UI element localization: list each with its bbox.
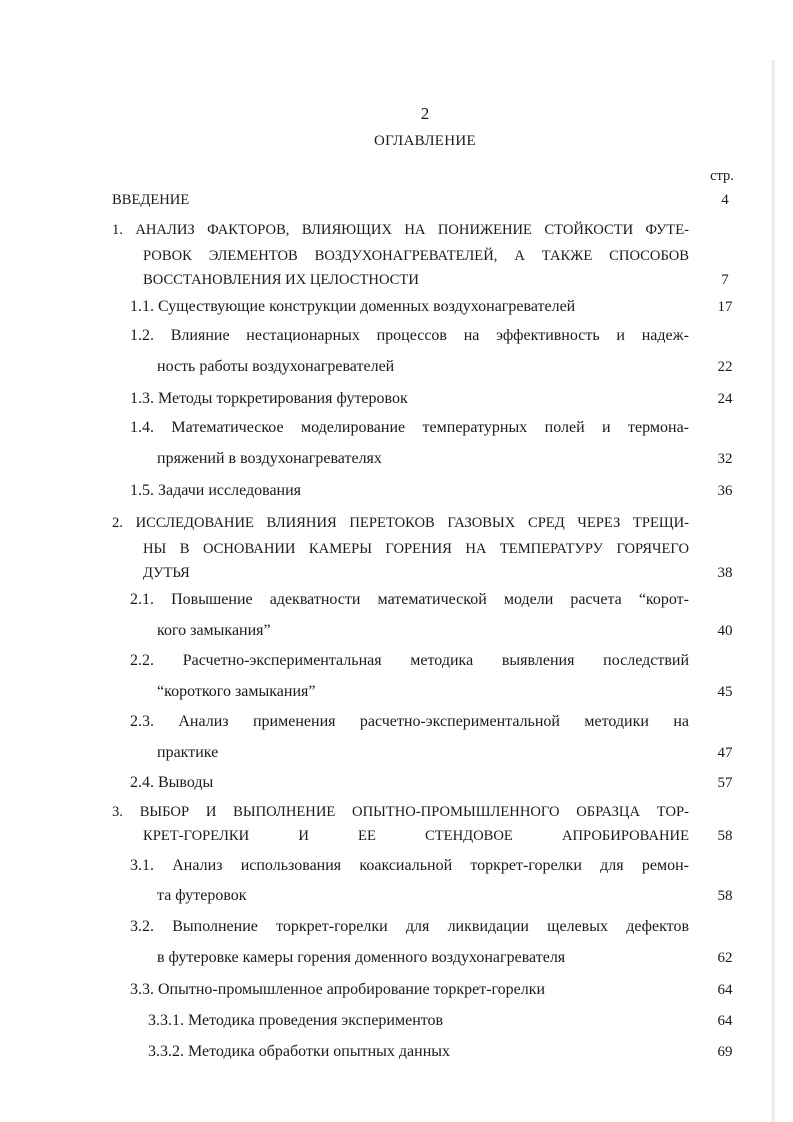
- toc-entry-title: 3.3.1. Методика проведения экспериментов: [148, 1012, 444, 1029]
- toc-entry-title: 1.4. Математическое моделирование температурных полей и термона-: [130, 419, 689, 436]
- toc-entry: [0, 620, 793, 642]
- toc-entry-title: та футеровок: [157, 887, 247, 904]
- toc-entry: [0, 711, 793, 733]
- toc-entry-title: ВВЕДЕНИЕ: [112, 192, 190, 208]
- toc-entry-page: 64: [717, 982, 733, 998]
- toc-entry-title: 1.5. Задачи исследования: [130, 482, 302, 499]
- toc-entry: [0, 947, 793, 969]
- toc-entry-title: 3.2. Выполнение торкрет-горелки для ликвидации щелевых дефектов: [130, 918, 689, 935]
- toc-entry: [0, 681, 793, 703]
- toc-entry-title: в футеровке камеры горения доменного воздухонагревателя: [157, 949, 566, 966]
- toc-entry-page: 7: [721, 272, 729, 288]
- toc-entry: [0, 825, 793, 847]
- toc-entry: [0, 245, 793, 267]
- toc-entry-title: ВОССТАНОВЛЕНИЯ ИХ ЦЕЛОСТНОСТИ: [143, 272, 419, 288]
- toc-entry-page: 58: [717, 828, 733, 844]
- toc-entry: [0, 1041, 793, 1063]
- toc-entry-title: 2.3. Анализ применения расчетно-экспериментальной методики на: [130, 713, 689, 730]
- toc-entry-title: 1.3. Методы торкретирования футеровок: [130, 390, 408, 407]
- toc-entry: [0, 885, 793, 907]
- toc-entry-page: 69: [717, 1044, 733, 1060]
- toc-entry-page: 47: [717, 745, 733, 761]
- toc-entry-page: 4: [721, 192, 729, 208]
- toc-entry: [0, 562, 793, 584]
- toc-entry: [0, 742, 793, 764]
- toc-entry-title: ность работы воздухонагревателей: [157, 358, 395, 375]
- toc-entry-title: пряжений в воздухонагревателях: [157, 450, 382, 467]
- toc-entry-title: 2.4. Выводы: [130, 774, 214, 791]
- toc-entry: [0, 325, 793, 347]
- toc-entry-title: 2. ИССЛЕДОВАНИЕ ВЛИЯНИЯ ПЕРЕТОКОВ ГАЗОВЫХ СРЕД ЧЕРЕЗ ТРЕЩИ-: [112, 515, 689, 531]
- toc-entry-page: 22: [717, 359, 733, 375]
- toc-entry-title: практике: [157, 744, 219, 761]
- toc-entry: [0, 772, 793, 794]
- toc-entry: [0, 480, 793, 502]
- toc-entry-title: 1. АНАЛИЗ ФАКТОРОВ, ВЛИЯЮЩИХ НА ПОНИЖЕНИЕ СТОЙКОСТИ ФУТЕ-: [112, 222, 689, 238]
- toc-entry: [0, 589, 793, 611]
- toc-entry-title: 1.1. Существующие конструкции доменных воздухонагревателей: [130, 298, 576, 315]
- toc-entry: [0, 269, 793, 291]
- toc-entry-page: 57: [717, 775, 733, 791]
- toc-entry-title: 3.3. Опытно-промышленное апробирование торкрет-горелки: [130, 981, 546, 998]
- toc-entry: [0, 855, 793, 877]
- toc-entry-page: 38: [717, 565, 733, 581]
- toc-entry: [0, 356, 793, 378]
- page-number: 2: [420, 104, 430, 123]
- toc-entry-title: ДУТЬЯ: [143, 565, 190, 581]
- toc-entry-page: 17: [717, 299, 733, 315]
- toc-entry: [0, 417, 793, 439]
- toc-entry-page: 45: [717, 684, 733, 700]
- toc-entry-title: 1.2. Влияние нестационарных процессов на эффективность и надеж-: [130, 327, 689, 344]
- toc-entry: [0, 388, 793, 410]
- toc-entry-title: 3.3.2. Методика обработки опытных данных: [148, 1043, 451, 1060]
- toc-entry-page: 40: [717, 623, 733, 639]
- toc-entry-title: 3.1. Анализ использования коаксиальной торкрет-горелки для ремон-: [130, 857, 689, 874]
- toc-entry-title: КРЕТ-ГОРЕЛКИ И ЕЕ СТЕНДОВОЕ АПРОБИРОВАНИЕ: [143, 828, 689, 844]
- toc-entry-title: РОВОК ЭЛЕМЕНТОВ ВОЗДУХОНАГРЕВАТЕЛЕЙ, А ТАКЖЕ СПОСОБОВ: [143, 248, 689, 264]
- page-title: ОГЛАВЛЕНИЕ: [374, 133, 476, 149]
- toc-entry-title: “короткого замыкания”: [157, 683, 316, 700]
- toc-entry-page: 62: [717, 950, 733, 966]
- toc-entry-title: кого замыкания”: [157, 622, 271, 639]
- toc-entry: [0, 219, 793, 241]
- toc-entry-title: 2.2. Расчетно-экспериментальная методика выявления последствий: [130, 652, 689, 669]
- toc-entry: [0, 512, 793, 534]
- toc-entry-page: 24: [717, 391, 733, 407]
- toc-entry-page: 32: [717, 451, 733, 467]
- toc-entry: [0, 979, 793, 1001]
- toc-entry-page: 36: [717, 483, 733, 499]
- toc-entry: [0, 916, 793, 938]
- toc-entry-title: НЫ В ОСНОВАНИИ КАМЕРЫ ГОРЕНИЯ НА ТЕМПЕРАТУРУ ГОРЯЧЕГО: [143, 541, 689, 557]
- toc-entry-page: 64: [717, 1013, 733, 1029]
- toc-entry: [0, 1010, 793, 1032]
- toc-entry: [0, 189, 793, 211]
- toc-entry: [0, 296, 793, 318]
- toc-entry: [0, 801, 793, 823]
- toc-entry-title: 3. ВЫБОР И ВЫПОЛНЕНИЕ ОПЫТНО-ПРОМЫШЛЕННОГО ОБРАЗЦА ТОР-: [112, 804, 689, 820]
- page-column-label: стр.: [710, 168, 734, 184]
- toc-entry: [0, 448, 793, 470]
- toc-entry-title: 2.1. Повышение адекватности математической модели расчета “корот-: [130, 591, 689, 608]
- toc-entry-page: 58: [717, 888, 733, 904]
- toc-entry: [0, 538, 793, 560]
- toc-entry: [0, 650, 793, 672]
